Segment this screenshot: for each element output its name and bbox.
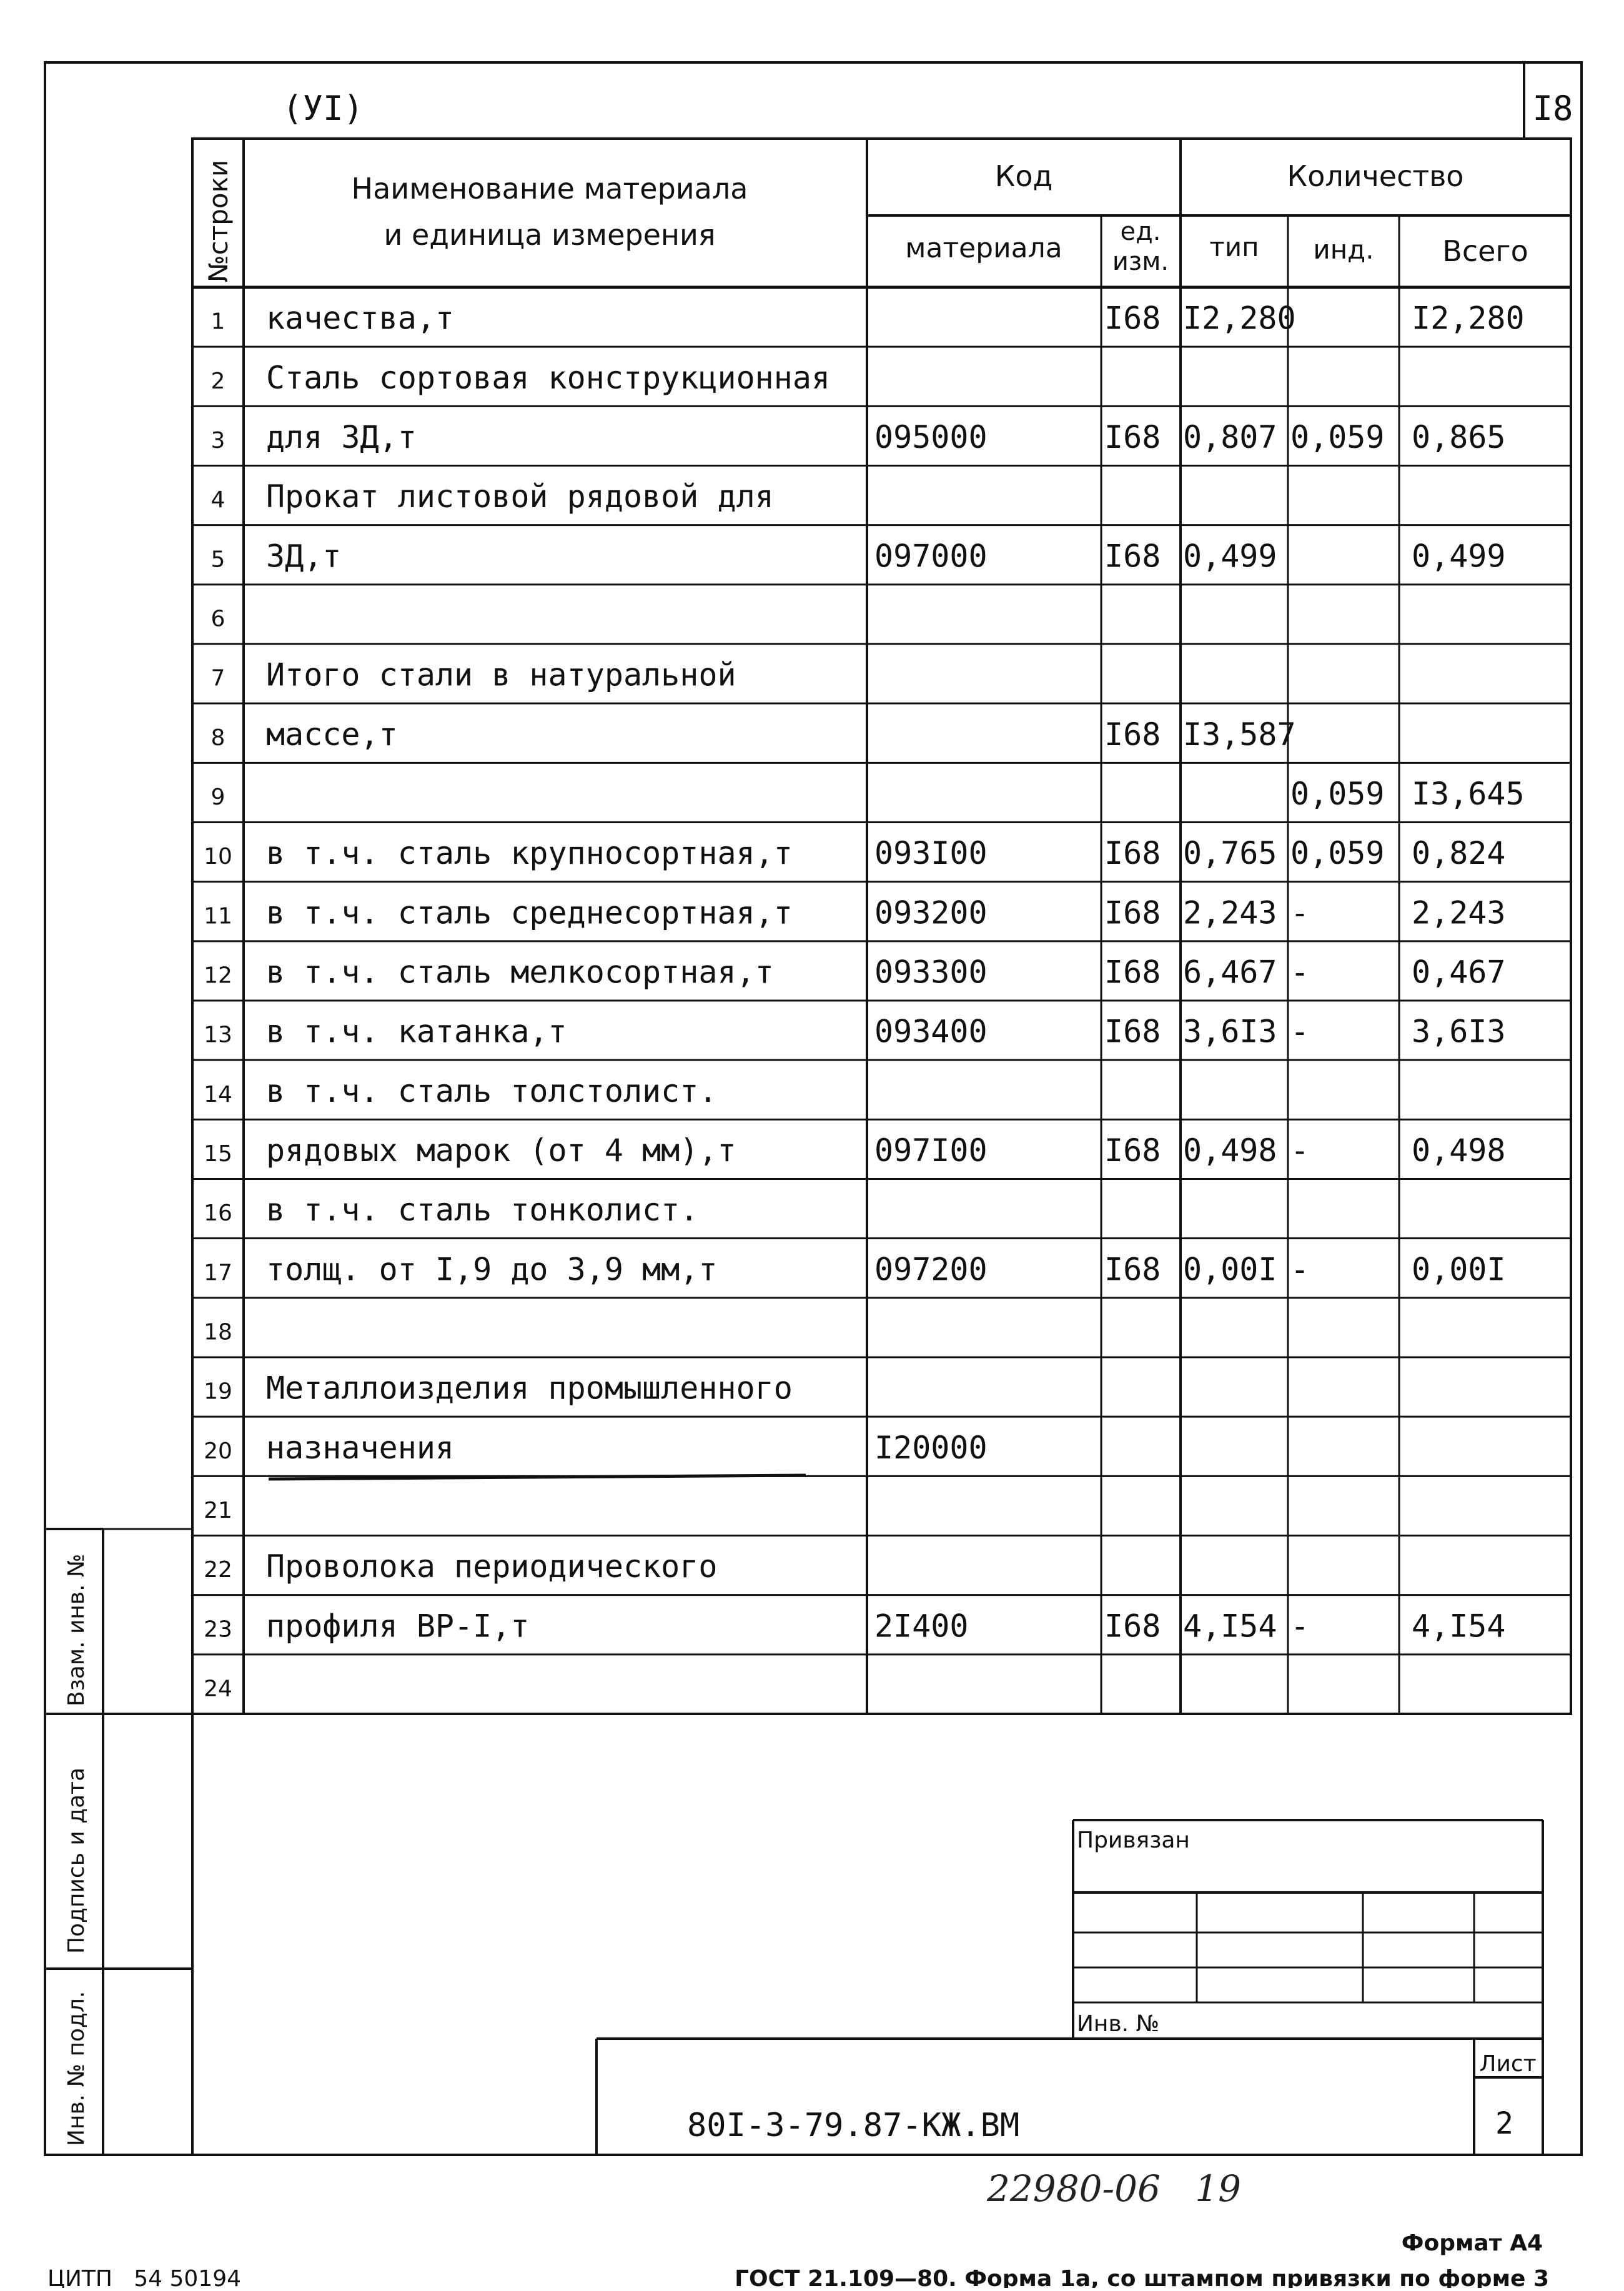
row-2-name-cell: Сталь сортовая конструкционная — [266, 359, 831, 396]
row-6-n-cell: 6 — [210, 606, 225, 632]
header-qty-total: Всего — [1442, 234, 1528, 268]
row-17-unit-cell: I68 — [1104, 1251, 1161, 1288]
row-13-ind-cell: - — [1290, 1013, 1310, 1050]
row-17-type-cell: 0,00I — [1183, 1251, 1277, 1288]
row-5-code-cell: 097000 — [874, 538, 988, 575]
row-5-unit-cell: I68 — [1104, 538, 1161, 575]
row-17-name-cell: толщ. от I,9 до 3,9 мм,т — [266, 1251, 718, 1288]
row-16-n-cell: 16 — [204, 1200, 232, 1227]
row-14-n-cell: 14 — [204, 1081, 232, 1107]
row-11-unit-cell: I68 — [1104, 894, 1161, 931]
row-23-code-cell: 2I400 — [874, 1608, 969, 1645]
list-value: 2 — [1495, 2106, 1513, 2141]
row-15-ind-cell: - — [1290, 1132, 1310, 1169]
format-label: Формат А4 — [1401, 2230, 1543, 2256]
row-4-n-cell: 4 — [210, 487, 225, 513]
row-17-n-cell: 17 — [204, 1260, 232, 1286]
row-1-n-cell: 1 — [210, 309, 225, 335]
row-10-total-cell: 0,824 — [1412, 835, 1506, 872]
header-qty-ind: инд. — [1313, 234, 1374, 265]
stamp-inv-podl: Инв. № подл. — [64, 1991, 89, 2146]
row-20-name-cell: назначения — [266, 1429, 455, 1466]
row-19-n-cell: 19 — [204, 1378, 232, 1405]
row-1-unit-cell: I68 — [1104, 300, 1161, 337]
row-5-total-cell: 0,499 — [1412, 538, 1506, 575]
row-12-unit-cell: I68 — [1104, 954, 1161, 991]
row-10-unit-cell: I68 — [1104, 835, 1161, 872]
header-name-line1: Наименование материала — [351, 172, 748, 205]
page-number: I8 — [1532, 89, 1573, 128]
row-20-code-cell: I20000 — [874, 1429, 988, 1466]
stamp-vzam-inv: Взам. инв. № — [64, 1553, 89, 1706]
row-9-total-cell: I3,645 — [1412, 775, 1525, 812]
header-code: Код — [994, 159, 1053, 193]
row-7-n-cell: 7 — [210, 665, 225, 691]
footer-left: ЦИТП 54 50194 — [47, 2266, 242, 2288]
header-unit-line1: ед. — [1120, 217, 1161, 246]
row-7-name-cell: Итого стали в натуральной — [266, 656, 736, 693]
row-9-ind-cell: 0,059 — [1290, 775, 1385, 812]
row-16-name-cell: в т.ч. сталь тонколист. — [266, 1192, 699, 1229]
row-15-unit-cell: I68 — [1104, 1132, 1161, 1169]
row-3-n-cell: 3 — [210, 427, 225, 453]
section-mark: (УI) — [282, 89, 364, 128]
row-21-n-cell: 21 — [204, 1497, 232, 1523]
row-2-n-cell: 2 — [210, 368, 225, 394]
row-22-name-cell: Проволока периодического — [266, 1548, 718, 1585]
row-23-type-cell: 4,I54 — [1183, 1608, 1277, 1645]
row-11-code-cell: 093200 — [874, 894, 988, 931]
row-10-n-cell: 10 — [204, 844, 232, 870]
row-11-name-cell: в т.ч. сталь среднесортная,т — [266, 894, 793, 931]
row-11-ind-cell: - — [1290, 894, 1310, 931]
row-22-n-cell: 22 — [204, 1557, 232, 1583]
header-unit-line2: изм. — [1112, 247, 1169, 276]
row-8-type-cell: I3,587 — [1183, 716, 1296, 753]
header-code-material: материала — [905, 232, 1062, 264]
row-17-total-cell: 0,00I — [1412, 1251, 1506, 1288]
footer-right: ГОСТ 21.109—80. Форма 1а, со штампом привязки по форме 3 — [735, 2266, 1549, 2288]
header-name-line2: и единица измерения — [384, 218, 716, 252]
row-13-unit-cell: I68 — [1104, 1013, 1161, 1050]
row-3-ind-cell: 0,059 — [1290, 418, 1385, 455]
row-13-code-cell: 093400 — [874, 1013, 988, 1050]
row-13-type-cell: 3,6I3 — [1183, 1013, 1277, 1050]
row-3-unit-cell: I68 — [1104, 418, 1161, 455]
row-12-total-cell: 0,467 — [1412, 954, 1506, 991]
drawing-designation: 80I-3-79.87-КЖ.ВМ — [687, 2107, 1020, 2144]
row-12-ind-cell: - — [1290, 954, 1310, 991]
row-15-code-cell: 097I00 — [874, 1132, 988, 1169]
stamp-podpis-data: Подпись и дата — [64, 1767, 89, 1954]
row-1-name-cell: качества,т — [266, 300, 455, 337]
row-4-name-cell: Прокат листовой рядовой для — [266, 478, 774, 515]
row-9-n-cell: 9 — [210, 784, 225, 810]
privyazan-label: Привязан — [1077, 1828, 1190, 1853]
table-rows — [192, 300, 1571, 1702]
row-3-type-cell: 0,807 — [1183, 418, 1277, 455]
row-10-name-cell: в т.ч. сталь крупносортная,т — [266, 835, 793, 872]
row-8-name-cell: массе,т — [266, 716, 398, 753]
row-12-n-cell: 12 — [204, 962, 232, 989]
row-10-ind-cell: 0,059 — [1290, 835, 1385, 872]
row-1-total-cell: I2,280 — [1412, 300, 1525, 337]
row-5-n-cell: 5 — [210, 547, 225, 573]
header-quantity: Количество — [1287, 159, 1464, 193]
row-14-name-cell: в т.ч. сталь толстолист. — [266, 1072, 718, 1109]
row-10-code-cell: 093I00 — [874, 835, 988, 872]
header-row-number: №строки — [203, 159, 234, 282]
list-label: Лист — [1479, 2051, 1537, 2077]
row-3-total-cell: 0,865 — [1412, 418, 1506, 455]
row-15-name-cell: рядовых марок (от 4 мм),т — [266, 1132, 736, 1169]
row-23-unit-cell: I68 — [1104, 1608, 1161, 1645]
row-23-name-cell: профиля ВР-I,т — [266, 1608, 530, 1645]
inv-no-label: Инв. № — [1077, 2011, 1160, 2037]
row-23-n-cell: 23 — [204, 1616, 232, 1643]
row-20-n-cell: 20 — [204, 1438, 232, 1464]
row-11-total-cell: 2,243 — [1412, 894, 1506, 931]
header-qty-type: тип — [1209, 232, 1259, 262]
row-11-type-cell: 2,243 — [1183, 894, 1277, 931]
row-8-unit-cell: I68 — [1104, 716, 1161, 753]
row-13-n-cell: 13 — [204, 1022, 232, 1048]
row-24-n-cell: 24 — [204, 1676, 232, 1702]
row-15-total-cell: 0,498 — [1412, 1132, 1506, 1169]
row-11-n-cell: 11 — [204, 903, 232, 929]
row-13-name-cell: в т.ч. катанка,т — [266, 1013, 567, 1050]
row-12-name-cell: в т.ч. сталь мелкосортная,т — [266, 954, 774, 991]
row-5-type-cell: 0,499 — [1183, 538, 1277, 575]
row-10-type-cell: 0,765 — [1183, 835, 1277, 872]
row-3-code-cell: 095000 — [874, 418, 988, 455]
row-15-n-cell: 15 — [204, 1141, 232, 1167]
row-12-type-cell: 6,467 — [1183, 954, 1277, 991]
row-8-n-cell: 8 — [210, 725, 225, 751]
row-3-name-cell: для ЗД,т — [266, 418, 417, 455]
handwritten-number: 22980-06 19 — [987, 2167, 1242, 2210]
row-5-name-cell: ЗД,т — [266, 538, 342, 575]
row-17-ind-cell: - — [1290, 1251, 1310, 1288]
row-23-ind-cell: - — [1290, 1608, 1310, 1645]
row-1-type-cell: I2,280 — [1183, 300, 1296, 337]
row-15-type-cell: 0,498 — [1183, 1132, 1277, 1169]
row-18-n-cell: 18 — [204, 1319, 232, 1345]
row-12-code-cell: 093300 — [874, 954, 988, 991]
row-13-total-cell: 3,6I3 — [1412, 1013, 1506, 1050]
row-17-code-cell: 097200 — [874, 1251, 988, 1288]
row-23-total-cell: 4,I54 — [1412, 1608, 1506, 1645]
row-19-name-cell: Металлоизделия промышленного — [266, 1370, 793, 1407]
